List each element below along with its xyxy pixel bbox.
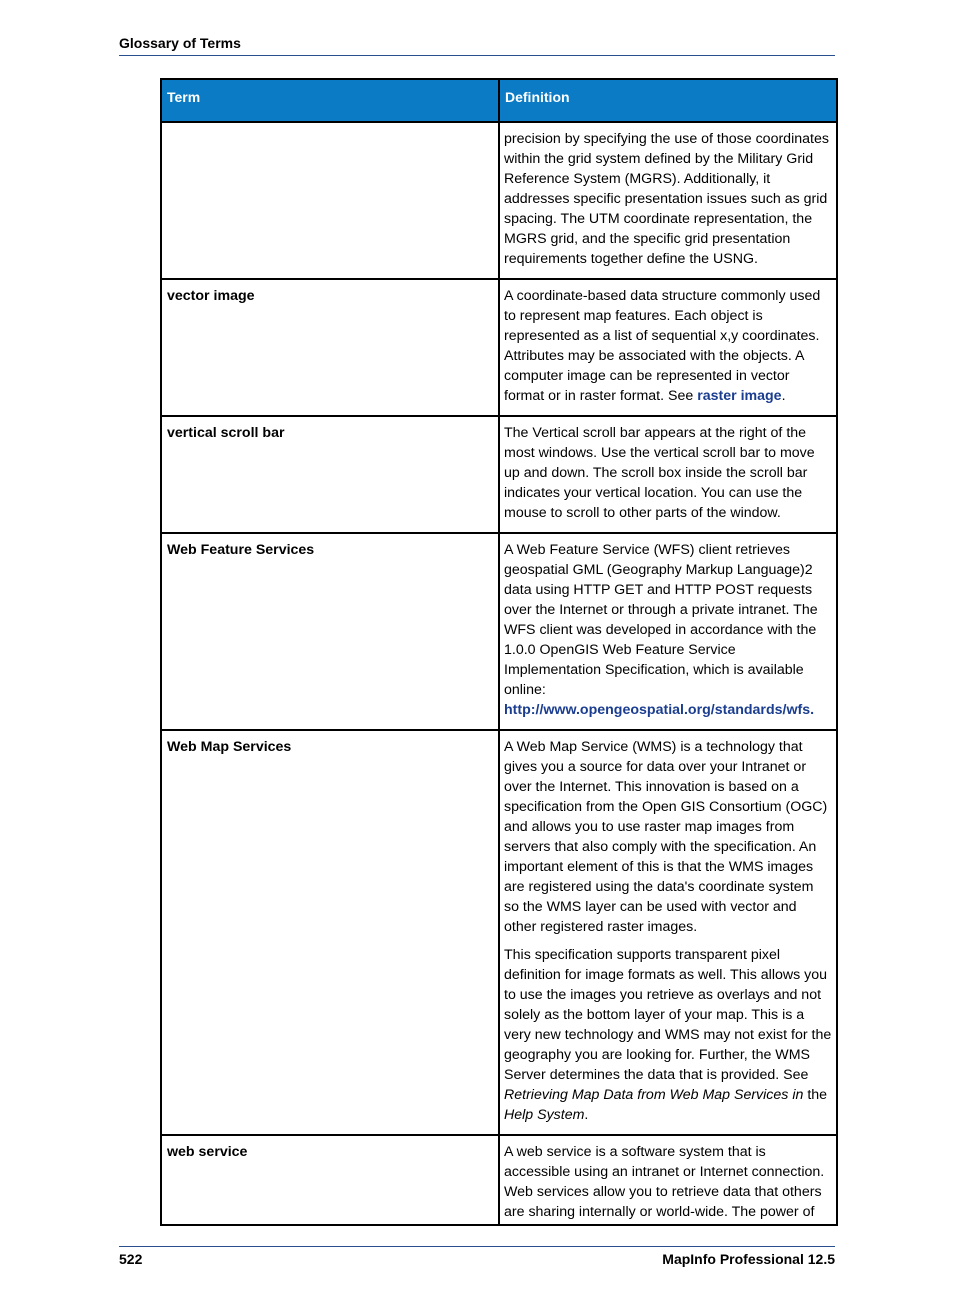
definition-text: precision by specifying the use of those coordinates within the grid system defined by the Military Grid Reference System (MGRS). Additionally, it addresses specific presentation issues such as grid spacing. The UTM coordinate representation, the MGRS grid, and the specific grid presentation requirements together define the USNG. bbox=[504, 131, 829, 267]
column-header-definition: Definition bbox=[499, 79, 837, 122]
term-cell: vector image bbox=[161, 279, 499, 416]
page-header bbox=[119, 34, 835, 56]
definition-text: in bbox=[788, 1087, 804, 1103]
term-cell: web service bbox=[161, 1135, 499, 1225]
table-row bbox=[161, 730, 837, 1135]
definition-end: . bbox=[584, 1107, 589, 1123]
definition-text: The Vertical scroll bar appears at the right of the most windows. Use the vertical scroll bar to move up and down. The scroll box inside the scroll bar indicates your vertical location. You can use the mouse to scroll to other parts of the window. bbox=[504, 425, 815, 521]
help-topic-reference: Retrieving Map Data from Web Map Services bbox=[504, 1087, 789, 1103]
column-header-term: Term bbox=[161, 79, 499, 122]
definition-text: A web service is a software system that is accessible using an intranet or Internet connection. Web services allow you to retrieve data that others are sharing internally or world-wide. The power of bbox=[504, 1144, 825, 1220]
wfs-standards-link[interactable]: http://www.opengeospatial.org/standards/wfs bbox=[504, 702, 811, 718]
definition-text: the bbox=[803, 1087, 828, 1103]
table-header-row bbox=[161, 79, 837, 122]
term-cell: Web Feature Services bbox=[161, 533, 499, 730]
raster-image-link[interactable]: raster image bbox=[697, 388, 782, 404]
table-row bbox=[161, 1135, 837, 1225]
page-number: 522 bbox=[119, 1251, 143, 1267]
definition-text: A coordinate-based data structure commonly used to represent map features. Each object is represented as a list of sequential x,y coordinates. Attributes may be associated with the objects. A computer image can be represented in vector format or in raster format. See bbox=[504, 288, 821, 404]
definition-cell bbox=[499, 122, 837, 279]
definition-cell bbox=[499, 730, 837, 1135]
table-row bbox=[161, 533, 837, 730]
header-title: Glossary of Terms bbox=[119, 35, 241, 51]
glossary-table bbox=[160, 78, 838, 1226]
table-row bbox=[161, 122, 837, 279]
table-row bbox=[161, 279, 837, 416]
definition-text: A Web Map Service (WMS) is a technology that gives you a source for data over your Intranet or over the Internet. This innovation is based on a specification from the Open GIS Consortium (OGC) and allows you to use raster map images from servers that also comply with the specification. An important element of this is that the WMS images are registered using the data's coordinate system so the WMS layer can be used with vector and other registered raster images. bbox=[504, 739, 828, 935]
page-footer bbox=[119, 1246, 835, 1268]
definition-cell bbox=[499, 533, 837, 730]
help-system-reference: Help System bbox=[504, 1107, 585, 1123]
definition-paragraph-2 bbox=[504, 945, 832, 1125]
term-cell: Web Map Services bbox=[161, 730, 499, 1135]
definition-cell bbox=[499, 1135, 837, 1225]
definition-cell bbox=[499, 279, 837, 416]
definition-text: This specification supports transparent pixel definition for image formats as well. This allows you to use the images you retrieve as overlays and not solely as the bottom layer of your map. This is a very new technology and WMS may not exist for the geography you are looking for. Further, the WMS Server determines the data that is provided. See bbox=[504, 947, 832, 1083]
term-cell bbox=[161, 122, 499, 279]
definition-end: . bbox=[810, 702, 815, 718]
term-cell: vertical scroll bar bbox=[161, 416, 499, 533]
definition-text: A Web Feature Service (WFS) client retrieves geospatial GML (Geography Markup Language)2 data using HTTP GET and HTTP POST requests over the Internet or through a private intranet. The WFS client was developed in accordance with the 1.0.0 OpenGIS Web Feature Service Implementation Specification, which is available online: bbox=[504, 542, 818, 698]
product-name: MapInfo Professional 12.5 bbox=[662, 1251, 835, 1267]
table-row bbox=[161, 416, 837, 533]
definition-end: . bbox=[781, 388, 786, 404]
definition-paragraph bbox=[504, 286, 832, 406]
definition-cell bbox=[499, 416, 837, 533]
definition-link-paragraph bbox=[504, 700, 832, 720]
